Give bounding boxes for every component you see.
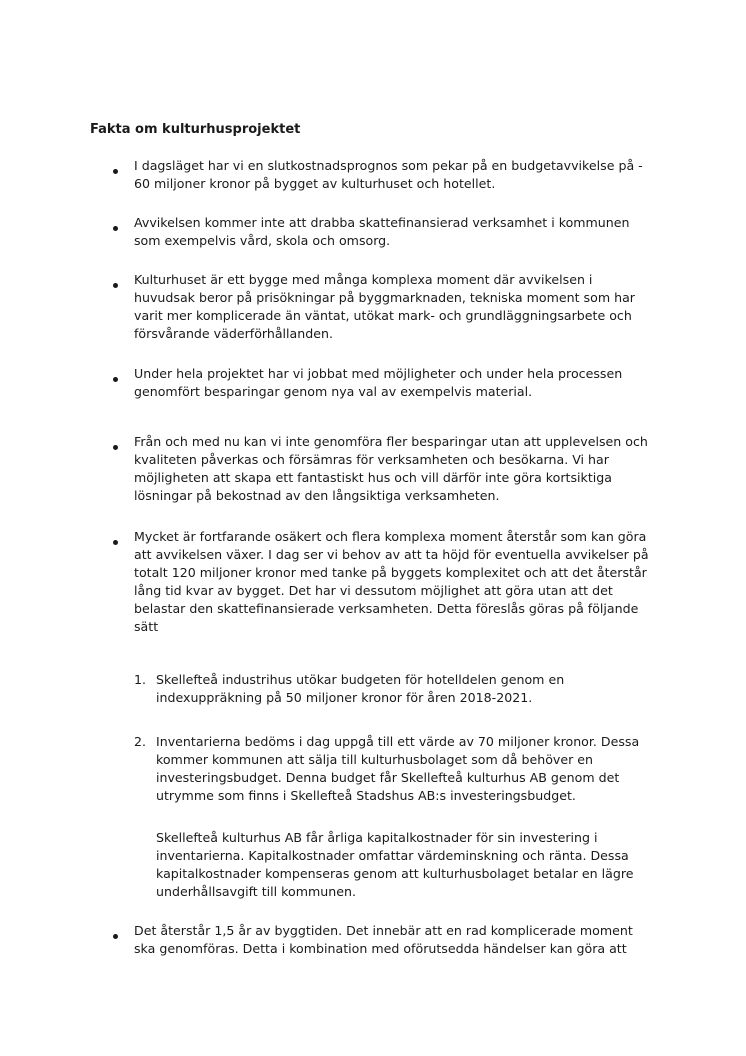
numbered-item <box>156 671 656 707</box>
bullet-line: möjligheten att skapa ett fantastiskt hus och vill därför inte göra kortsiktiga <box>134 470 612 485</box>
numbered-line: kommer kommunen att sälja till kulturhusbolaget som då behöver en <box>156 752 594 767</box>
bullet-icon <box>113 169 118 174</box>
numbered-item-continuation <box>156 829 656 901</box>
bullet-line: Mycket är fortfarande osäkert och flera komplexa moment återstår som kan göra <box>134 529 647 544</box>
bullet-line: kvaliteten påverkas och försämras för verksamheten och besökarna. Vi har <box>134 452 609 467</box>
bullet-item <box>134 922 674 958</box>
bullet-line: 60 miljoner kronor på bygget av kulturhuset och hotellet. <box>134 176 496 191</box>
bullet-icon <box>113 283 118 288</box>
numbered-line: inventarierna. Kapitalkostnader omfattar värdeminskning och ränta. Dessa <box>156 848 629 863</box>
numbered-item <box>156 733 656 805</box>
bullet-line: som exempelvis vård, skola och omsorg. <box>134 233 391 248</box>
bullet-line: totalt 120 miljoner kronor med tanke på byggets komplexitet och att det återstår <box>134 565 647 580</box>
bullet-line: lång tid kvar av bygget. Det har vi dessutom möjlighet att göra utan att det <box>134 583 613 598</box>
bullet-item <box>134 271 674 343</box>
bullet-item <box>134 433 674 505</box>
numbered-line: kapitalkostnader kompenseras genom att kulturhusbolaget betalar en lägre <box>156 866 634 881</box>
bullet-item <box>134 214 674 250</box>
bullet-line: Kulturhuset är ett bygge med många komplexa moment där avvikelsen i <box>134 272 593 287</box>
numbered-line: investeringsbudget. Denna budget får Skellefteå kulturhus AB genom det <box>156 770 620 785</box>
bullet-icon <box>113 445 118 450</box>
numbered-line: utrymme som finns i Skellefteå Stadshus AB:s investeringsbudget. <box>156 788 576 803</box>
bullet-line: Avvikelsen kommer inte att drabba skattefinansierad verksamhet i kommunen <box>134 215 630 230</box>
bullet-line: huvudsak beror på prisökningar på byggmarknaden, tekniska moment som har <box>134 290 635 305</box>
bullet-line: att avvikelsen växer. I dag ser vi behov av att ta höjd för eventuella avvikelser på <box>134 547 649 562</box>
bullet-icon <box>113 226 118 231</box>
bullet-line: lösningar på bekostnad av den långsiktiga verksamheten. <box>134 488 500 503</box>
bullet-line: försvårande väderförhållanden. <box>134 326 333 341</box>
numbered-line: Inventarierna bedöms i dag uppgå till ett värde av 70 miljoner kronor. Dessa <box>156 734 640 749</box>
numbered-line: Skellefteå industrihus utökar budgeten för hotelldelen genom en <box>156 672 565 687</box>
bullet-line: I dagsläget har vi en slutkostnadsprognos som pekar på en budgetavvikelse på - <box>134 158 643 173</box>
bullet-icon <box>113 540 118 545</box>
bullet-line: ska genomföras. Detta i kombination med oförutsedda händelser kan göra att <box>134 941 627 956</box>
bullet-item <box>134 157 674 193</box>
list-number: 2. <box>134 734 147 749</box>
document-title: Fakta om kulturhusprojektet <box>90 122 301 137</box>
bullet-item <box>134 365 674 401</box>
bullet-line: genomfört besparingar genom nya val av exempelvis material. <box>134 384 533 399</box>
bullet-line: Från och med nu kan vi inte genomföra fler besparingar utan att upplevelsen och <box>134 434 648 449</box>
bullet-item <box>134 528 674 636</box>
numbered-line: Skellefteå kulturhus AB får årliga kapitalkostnader för sin investering i <box>156 830 598 845</box>
bullet-line: Det återstår 1,5 år av byggtiden. Det innebär att en rad komplicerade moment <box>134 923 633 938</box>
numbered-line: indexuppräkning på 50 miljoner kronor för åren 2018-2021. <box>156 690 533 705</box>
bullet-line: belastar den skattefinansierade verksamheten. Detta föreslås göras på följande <box>134 601 639 616</box>
bullet-line: Under hela projektet har vi jobbat med möjligheter och under hela processen <box>134 366 623 381</box>
bullet-line: varit mer komplicerade än väntat, utökat mark- och grundläggningsarbete och <box>134 308 632 323</box>
numbered-line: underhållsavgift till kommunen. <box>156 884 356 899</box>
bullet-icon <box>113 377 118 382</box>
bullet-line: sätt <box>134 619 159 634</box>
list-number: 1. <box>134 672 147 687</box>
bullet-icon <box>113 934 118 939</box>
